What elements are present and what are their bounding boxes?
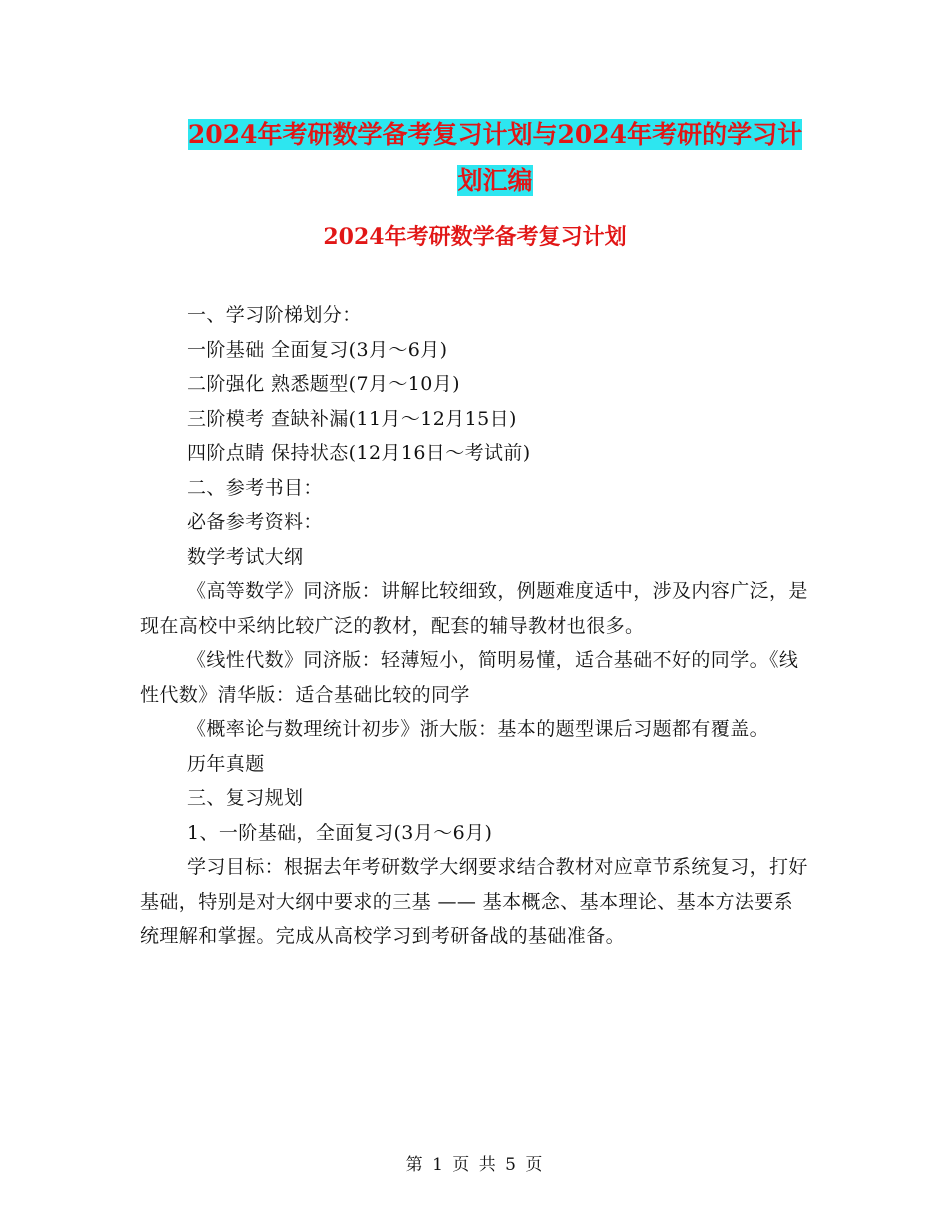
paragraph: 历年真题: [187, 752, 265, 775]
paragraph: 三阶模考 查缺补漏(11月～12月15日): [187, 407, 517, 430]
paragraph: 《高等数学》同济版：讲解比较细致，例题难度适中，涉及内容广泛，是现在高校中采纳比较广泛的教材，配套的辅导教材也很多。: [140, 580, 808, 637]
paragraph: 二阶强化 熟悉题型(7月～10月): [187, 373, 460, 395]
paragraph: 二、参考书目：: [187, 476, 323, 499]
paragraph: 一、学习阶梯划分：: [187, 304, 362, 326]
paragraph: 四阶点睛 保持状态(12月16日～考试前): [187, 442, 531, 464]
document-title-line-1: 2024年考研数学备考复习计划与2024年考研的学习计: [187, 120, 803, 149]
paragraph: 必备参考资料：: [187, 511, 323, 533]
section-title: 2024年考研数学备考复习计划: [323, 224, 627, 250]
document-title: [140, 112, 850, 204]
paragraph: 《概率论与数理统计初步》浙大版：基本的题型课后习题都有覆盖。: [187, 718, 770, 740]
paragraph: 三、复习规划: [187, 787, 304, 809]
document-body: [140, 298, 810, 954]
paragraph: 学习目标：根据去年考研数学大纲要求结合教材对应章节系统复习，打好基础，特别是对大纲中要求的三基 —— 基本概念、基本理论、基本方法要系统理解和掌握。完成从高校学习到考研备战的基础准备。: [140, 856, 808, 947]
page-footer: 第 1 页 共 5 页: [405, 1155, 545, 1175]
paragraph: 《线性代数》同济版：轻薄短小，简明易懂，适合基础不好的同学。《线性代数》清华版：适合基础比较的同学: [140, 649, 799, 706]
paragraph: 1、一阶基础，全面复习(3月～6月): [187, 821, 493, 844]
paragraph: 数学考试大纲: [187, 545, 304, 568]
paragraph: 一阶基础 全面复习(3月～6月): [187, 338, 448, 361]
document-title-line-2: 划汇编: [457, 166, 533, 195]
